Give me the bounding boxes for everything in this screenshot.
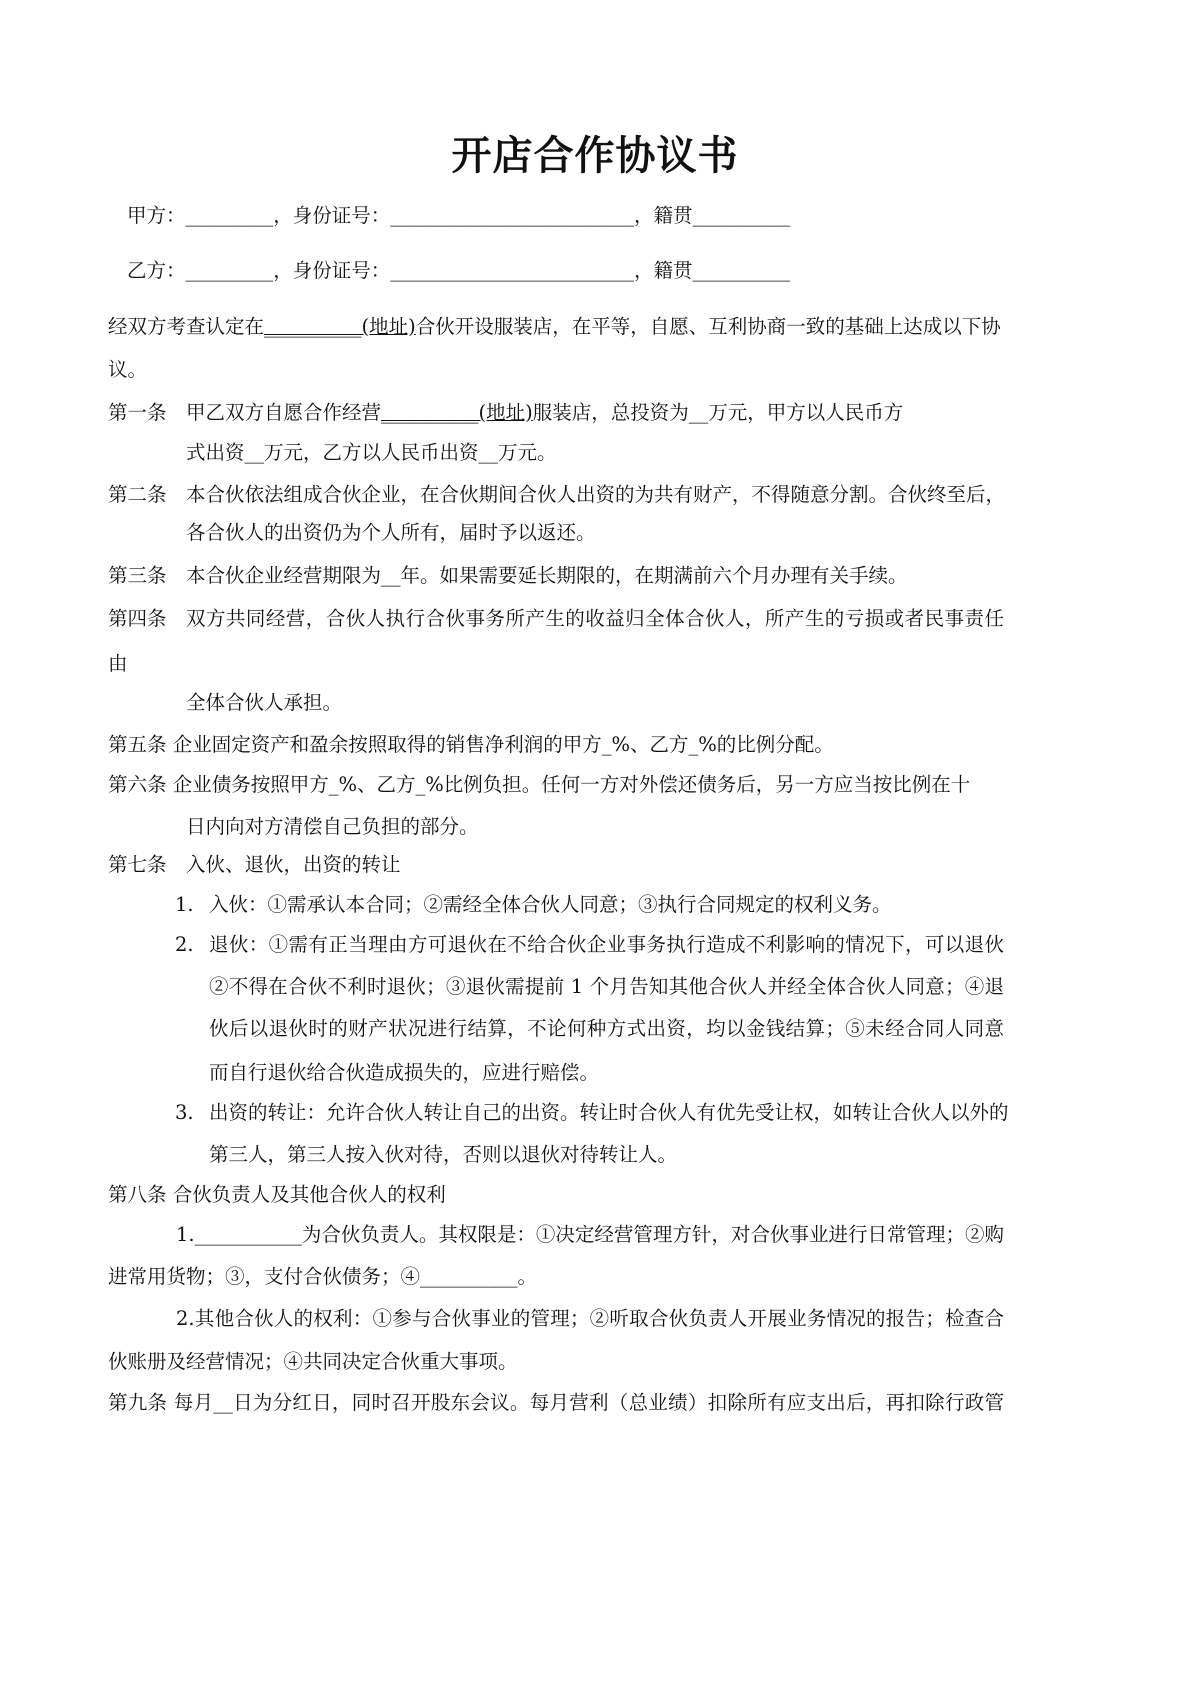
address-label: (地址) (361, 315, 416, 338)
list-item-transfer-2: 第三人，第三人按入伙对待，否则以退伙对待转让人。 (209, 1143, 678, 1166)
article-3-label: 第三条 (108, 564, 167, 587)
intro-line-end: 议。 (108, 358, 148, 381)
list-number-3: 3. (175, 1101, 194, 1124)
article-7-label: 第七条 (108, 853, 167, 876)
address-label: (地址) (478, 401, 533, 424)
article-1-suffix: 服装店，总投资为__万元，甲方以人民币方 (532, 401, 904, 424)
address-blank: __________ (381, 401, 479, 424)
list-number-1: 1. (175, 893, 194, 916)
article-8-line: 第八条 合伙负责人及其他合伙人的权利 (108, 1183, 446, 1206)
article-8-item-1: 1.___________为合伙负责人。其权限是：①决定经营管理方针，对合伙事业进行日常管理；②购 (176, 1223, 1004, 1246)
article-9-line: 第九条 每月__日为分红日，同时召开股东会议。每月营利（总业绩）扣除所有应支出后，再扣除行政管 (108, 1391, 1004, 1414)
party-b-line: 乙方：_________，身份证号：_________________________，籍贯__________ (127, 259, 791, 282)
article-5-line: 第五条 企业固定资产和盈余按照取得的销售净利润的甲方_%、乙方_%的比例分配。 (108, 733, 834, 756)
article-4-line: 双方共同经营，合伙人执行合伙事务所产生的收益归全体合伙人，所产生的亏损或者民事责任 (186, 607, 1004, 630)
list-item-join: 入伙：①需承认本合同；②需经全体合伙人同意；③执行合同规定的权利义务。 (209, 893, 892, 916)
list-item-withdraw-4: 而自行退伙给合伙造成损失的，应进行赔偿。 (209, 1061, 600, 1084)
article-1-line-2: 式出资__万元，乙方以人民币出资__万元。 (186, 441, 557, 464)
list-item-withdraw: 退伙：①需有正当理由方可退伙在不给合伙企业事务执行造成不利影响的情况下，可以退伙 (209, 933, 1004, 956)
party-a-line: 甲方：_________，身份证号：_________________________，籍贯__________ (127, 204, 791, 227)
article-6-line: 第六条 企业债务按照甲方_%、乙方_%比例负担。任何一方对外偿还债务后，另一方应当按比例在十 (108, 773, 971, 796)
address-blank: __________ (264, 315, 362, 338)
article-8-item-1-cont: 进常用货物；③，支付合伙债务；④__________。 (108, 1265, 538, 1288)
article-2-line: 本合伙依法组成合伙企业，在合伙期间合伙人出资的为共有财产，不得随意分割。合伙终至后， (186, 483, 1006, 506)
article-2-label: 第二条 (108, 483, 167, 506)
list-number-2: 2. (175, 933, 194, 956)
article-7-heading: 入伙、退伙，出资的转让 (186, 853, 401, 876)
article-1-line (186, 399, 903, 427)
list-item-withdraw-3: 伙后以退伙时的财产状况进行结算，不论何种方式出资，均以金钱结算；⑤未经合同人同意 (209, 1017, 1004, 1040)
article-8-item-2: 2.其他合伙人的权利：①参与合伙事业的管理；②听取合伙负责人开展业务情况的报告；检查合 (176, 1307, 1004, 1330)
article-4-label: 第四条 (108, 607, 167, 630)
article-1-prefix: 甲乙双方自愿合作经营 (186, 401, 382, 424)
article-2-line-2: 各合伙人的出资仍为个人所有，届时予以返还。 (186, 521, 596, 544)
list-item-transfer: 出资的转让：允许合伙人转让自己的出资。转让时合伙人有优先受让权，如转让合伙人以外的 (209, 1101, 1009, 1124)
intro-prefix: 经双方考查认定在 (108, 315, 265, 338)
article-1-label: 第一条 (108, 401, 167, 424)
article-6-line-2: 日内向对方清偿自己负担的部分。 (186, 815, 479, 838)
article-4-line-wrap: 由 (108, 652, 128, 675)
intro-line (108, 313, 1001, 341)
article-4-line-2: 全体合伙人承担。 (186, 691, 343, 714)
article-8-item-2-cont: 伙账册及经营情况；④共同决定合伙重大事项。 (108, 1350, 518, 1373)
list-item-withdraw-2: ②不得在合伙不利时退伙；③退伙需提前 1 个月告知其他合伙人并经全体合伙人同意；④退 (209, 975, 1004, 998)
document-title: 开店合作协议书 (451, 132, 739, 179)
article-3-line: 本合伙企业经营期限为__年。如果需要延长期限的，在期满前六个月办理有关手续。 (186, 564, 908, 587)
intro-suffix: 合伙开设服装店，在平等，自愿、互利协商一致的基础上达成以下协 (415, 315, 1001, 338)
